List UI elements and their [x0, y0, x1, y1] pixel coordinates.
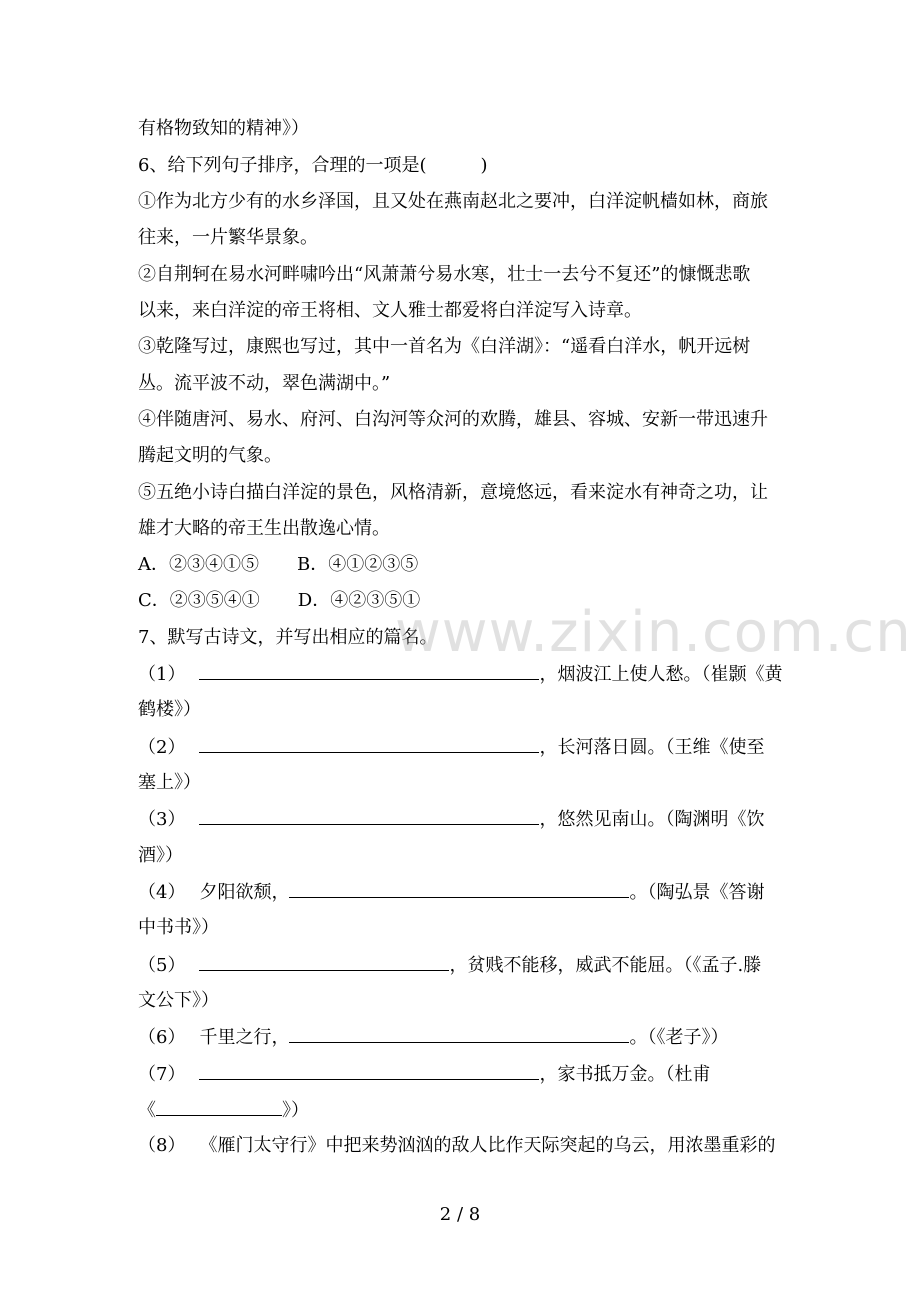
item-text: ，家书抵万金。（杜甫: [539, 1064, 711, 1085]
fill-blank[interactable]: [199, 736, 539, 753]
text-line: ④伴随唐河、易水、府河、白沟河等众河的欢腾，雄县、容城、安新一带迅速升: [138, 409, 768, 430]
item-8: [138, 1135, 775, 1157]
item-number: （7）: [138, 1064, 186, 1085]
fill-blank[interactable]: [199, 663, 539, 680]
item-text: 千里之行，: [199, 1027, 290, 1048]
item-6: [138, 1026, 728, 1049]
watermark: www.zixin.com.cn: [395, 600, 912, 665]
item-4: [138, 881, 764, 904]
item-5-cont: 文公下》）: [138, 990, 219, 1011]
item-4-cont: 中书书》）: [138, 917, 219, 938]
options-row-1: [138, 554, 418, 576]
item-2-cont: 塞上》）: [138, 772, 201, 793]
item-text: 》）: [282, 1100, 309, 1121]
question-6-title: 6、给下列句子排序，合理的一项是( ): [138, 155, 488, 176]
fill-blank[interactable]: [199, 954, 449, 971]
option-b: B．④①②③⑤: [297, 554, 419, 575]
option-c: C．②③⑤④①: [138, 590, 260, 611]
fill-blank[interactable]: [289, 1026, 629, 1043]
item-text: ，长河落日圆。（王维《使至: [539, 737, 765, 758]
text-line: 以来，来白洋淀的帝王将相、文人雅士都爱将白洋淀写入诗章。: [138, 300, 642, 321]
item-7-cont: [138, 1099, 309, 1122]
item-text: 《雁门太守行》中把来势汹汹的敌人比作天际突起的乌云，用浓墨重彩的: [199, 1135, 776, 1156]
item-text: ，贫贱不能移，威武不能屈。（《孟子.滕: [449, 955, 762, 976]
page-number: 2 / 8: [439, 1204, 481, 1225]
text-line: ③乾隆写过，康熙也写过，其中一首名为《白洋湖》：“遥看白洋水，帆开远树: [138, 336, 751, 357]
text-line: ⑤五绝小诗白描白洋淀的景色，风格清新，意境悠远，看来淀水有神奇之功，让: [138, 482, 768, 503]
item-number: （5）: [138, 955, 186, 976]
item-5: [138, 954, 761, 977]
text-line: ②自荆轲在易水河畔啸吟出“风萧萧兮易水寒，壮士一去兮不复还”的慷慨悲歌: [138, 264, 751, 285]
item-1-cont: 鹤楼》）: [138, 699, 201, 720]
item-number: （6）: [138, 1027, 186, 1048]
text-line: 腾起文明的气象。: [138, 445, 282, 466]
item-text: 夕阳欲颓，: [199, 882, 290, 903]
options-row-2: [138, 590, 420, 612]
item-number: （1）: [138, 664, 186, 685]
text-line: 有格物致知的精神》）: [138, 118, 309, 139]
item-text: 。（陶弘景《答谢: [629, 882, 765, 903]
item-text: 《: [138, 1100, 156, 1121]
item-2: [138, 736, 764, 759]
text-line: 丛。流平波不动，翠色满湖中。”: [138, 373, 391, 394]
item-text: ，烟波江上使人愁。（崔颢《黄: [539, 664, 783, 685]
option-d: D．④②③⑤①: [297, 590, 421, 611]
text-line: ①作为北方少有的水乡泽国，且又处在燕南赵北之要冲，白洋淀帆樯如林，商旅: [138, 191, 768, 212]
question-7-title: 7、默写古诗文，并写出相应的篇名。: [138, 627, 438, 648]
item-number: （3）: [138, 809, 186, 830]
item-number: （8）: [138, 1135, 186, 1156]
option-a: A．②③④①⑤: [138, 554, 259, 575]
fill-blank[interactable]: [289, 881, 629, 898]
item-text: ，悠然见南山。（陶渊明《饮: [539, 809, 765, 830]
fill-blank[interactable]: [199, 808, 539, 825]
text-line: 往来，一片繁华景象。: [138, 227, 318, 248]
item-3-cont: 酒》）: [138, 845, 183, 866]
item-3: [138, 808, 764, 831]
item-number: （2）: [138, 737, 186, 758]
item-number: （4）: [138, 882, 186, 903]
item-7: [138, 1063, 710, 1086]
fill-blank[interactable]: [199, 1063, 539, 1080]
item-text: 。（《老子》）: [629, 1027, 729, 1048]
text-line: 雄才大略的帝王生出散逸心情。: [138, 518, 390, 539]
fill-blank[interactable]: [156, 1099, 282, 1116]
item-1: [138, 663, 782, 686]
